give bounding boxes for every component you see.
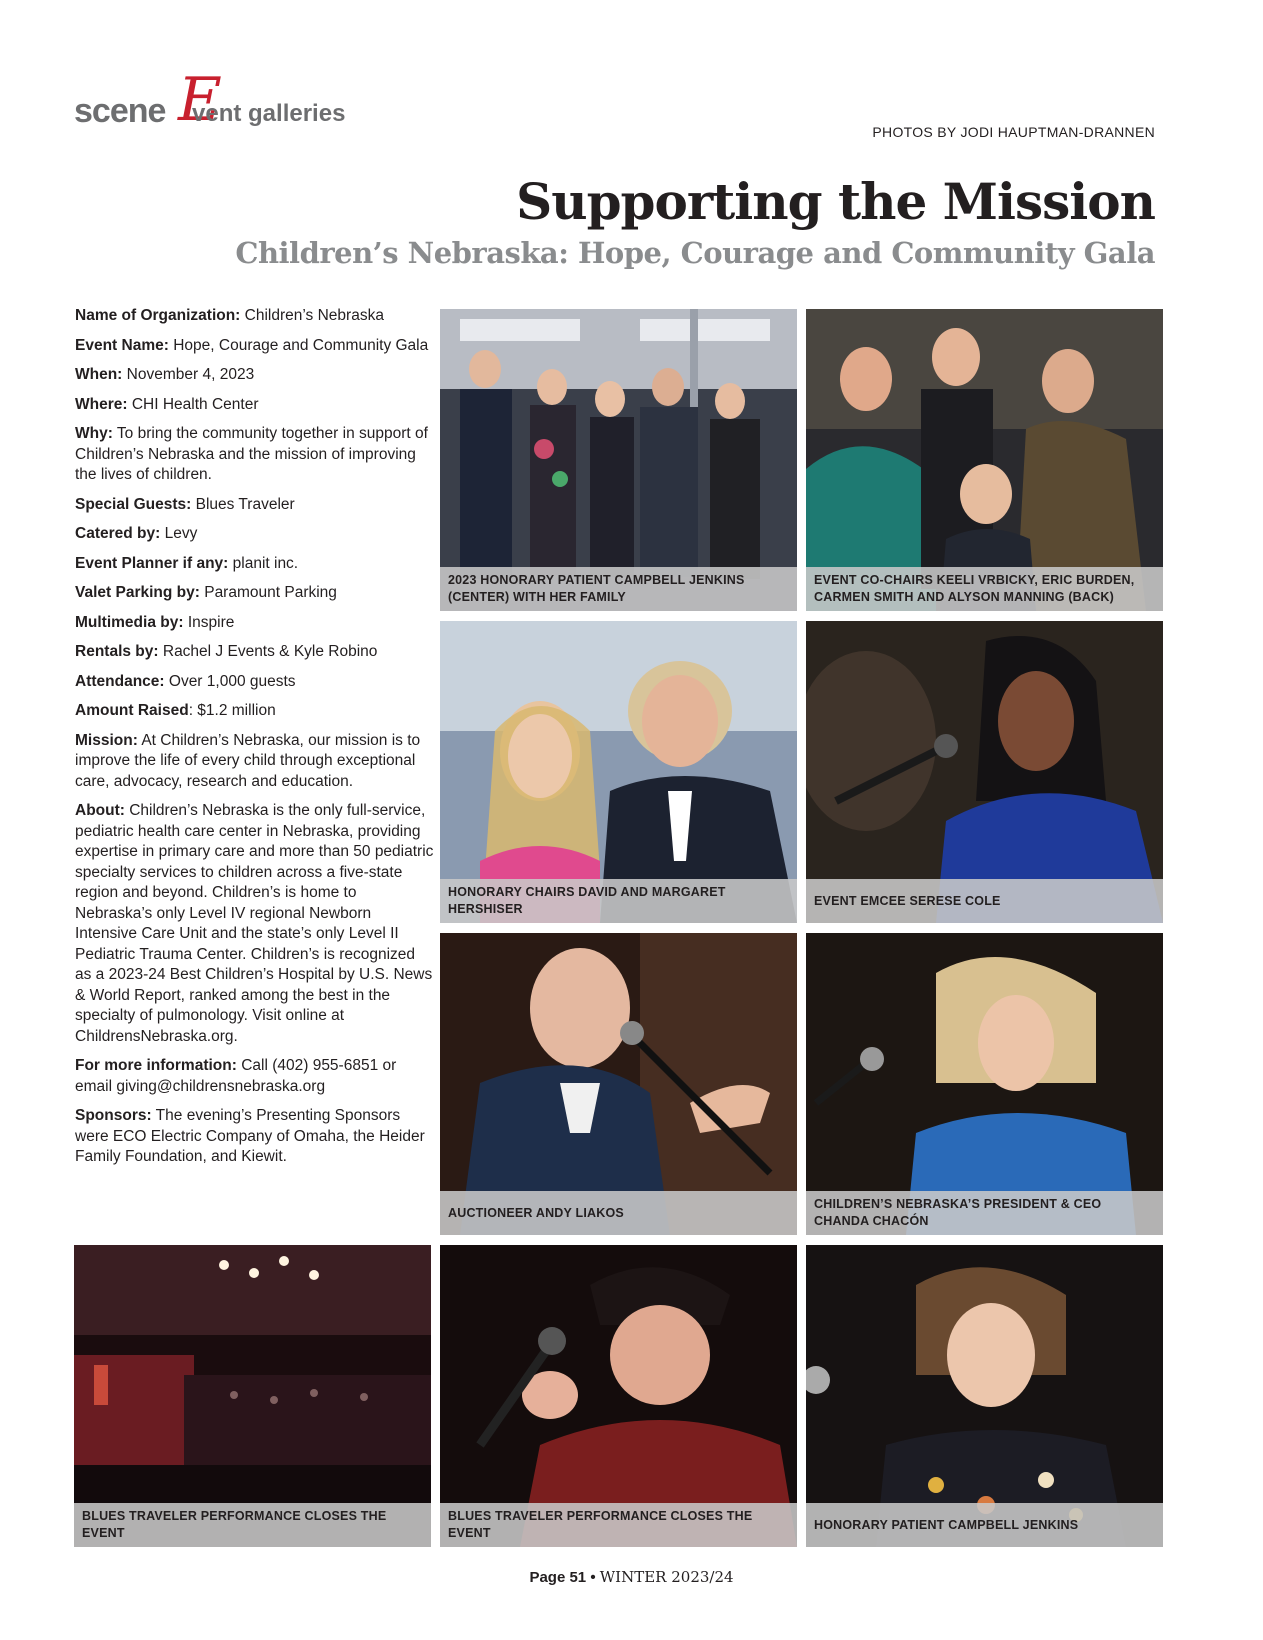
photo-credit: PHOTOS BY JODI HAUPTMAN-DRANNEN [872,124,1155,140]
photo-co-chairs-image [806,309,1163,611]
info-label: Multimedia by: [75,613,184,631]
photo-president-ceo-image [806,933,1163,1235]
info-label: Why: [75,425,113,442]
info-value: Call (402) 955-6851 or email giving@childrensnebraska.org [75,1057,397,1095]
info-label: Attendance: [75,672,165,690]
info-value: Rachel J Events & Kyle Robino [158,643,378,660]
info-value: November 4, 2023 [122,366,255,383]
info-value: Hope, Courage and Community Gala [168,336,429,354]
logo-e-mark: E [178,65,222,135]
photo-blues-traveler-stage [74,1245,431,1547]
info-value: To bring the community together in support of Children’s Nebraska and the mission of improving the lives of children. [75,425,428,483]
info-item [75,365,435,386]
page-footer [0,1568,1263,1586]
info-value: Levy [160,525,198,542]
info-value: Over 1,000 guests [164,672,296,690]
photo-president-ceo [806,933,1163,1235]
info-item [75,1056,435,1097]
info-value: Inspire [183,613,235,631]
logo-galleries-text: vent galleries [192,100,346,127]
photo-caption: EVENT CO-CHAIRS KEELI VRBICKY, ERIC BURDEN, CARMEN SMITH AND ALYSON MANNING (BACK) [806,567,1163,611]
photo-caption: AUCTIONEER ANDY LIAKOS [440,1191,797,1235]
photo-event-emcee [806,621,1163,923]
info-item [75,495,435,516]
scene-logo [74,65,364,148]
page-number: Page 51 [529,1569,587,1586]
photo-caption: CHILDREN’S NEBRASKA’S PRESIDENT & CEO CHANDA CHACÓN [806,1191,1163,1235]
info-value: planit inc. [228,554,299,572]
issue-season: WINTER 2023/24 [599,1568,734,1586]
photo-caption: BLUES TRAVELER PERFORMANCE CLOSES THE EVENT [74,1503,431,1547]
photo-auctioneer-image [440,933,797,1235]
info-label: Catered by: [75,525,161,542]
info-value: Paramount Parking [199,584,337,601]
photo-caption: HONORARY PATIENT CAMPBELL JENKINS [806,1503,1163,1547]
info-item [75,801,435,1047]
info-item [75,701,435,722]
info-item [75,554,435,575]
info-label: Event Name: [75,336,169,354]
info-value: The evening’s Presenting Sponsors were ECO Electric Company of Omaha, the Heider Family Foundation, and Kiewit. [75,1107,425,1165]
info-item [75,424,435,486]
photo-honorary-patient [806,1245,1163,1547]
photo-caption: 2023 HONORARY PATIENT CAMPBELL JENKINS (CENTER) WITH HER FAMILY [440,567,797,611]
photo-honorary-patient-image [806,1245,1163,1547]
info-label: Name of Organization: [75,307,241,324]
footer-bullet: • [586,1569,600,1586]
info-item [75,1106,435,1168]
info-label: When: [75,366,123,383]
info-value: Children’s Nebraska is the only full-service, pediatric health care center in Nebraska, providing expertise in primary care and more than 50 pediatric specialty services to children across a five-state region and beyond. Children’s is home to Nebraska’s only Level IV regional Newborn Intensive Care Unit and the state’s only Level II Pediatric Trauma Center. Children’s is recognized as a 2023-24 Best Children’s Hospital by U.S. News & World Report, ranked among the best in the specialty of pulmonology. Visit online at ChildrensNebraska.org. [75,802,434,1045]
info-label: Event Planner if any: [75,554,229,572]
photo-emcee-image [806,621,1163,923]
logo-scene-text: scene [74,92,166,130]
info-label: About: [75,802,125,819]
info-item [75,613,435,634]
photo-honorary-chairs-image [440,621,797,923]
info-label: Mission: [75,731,138,749]
info-item [75,336,435,357]
info-value: : $1.2 million [188,702,276,719]
info-item [75,731,435,793]
photo-singer-image [440,1245,797,1547]
info-item [75,524,435,545]
photo-stage-image [74,1245,431,1547]
info-value: Blues Traveler [191,495,295,513]
photo-honorary-chairs [440,621,797,923]
page-subtitle: Children’s Nebraska: Hope, Courage and Community Gala [235,236,1155,270]
event-info [75,306,435,1177]
info-item [75,583,435,604]
info-item [75,306,435,327]
info-label: For more information: [75,1057,237,1074]
info-item [75,395,435,416]
photo-blues-traveler-singer [440,1245,797,1547]
photo-caption: EVENT EMCEE SERESE COLE [806,879,1163,923]
info-label: Rentals by: [75,643,159,660]
photo-honorary-patient-family [440,309,797,611]
info-label: Special Guests: [75,495,192,513]
info-value: At Children’s Nebraska, our mission is to improve the life of every child through exceptional care, advocacy, research and education. [75,731,421,790]
info-item [75,642,435,663]
photo-family-image [440,309,797,611]
photo-auctioneer [440,933,797,1235]
page-title: Supporting the Mission [516,172,1155,231]
info-label: Amount Raised [75,702,189,719]
photo-event-co-chairs [806,309,1163,611]
photo-caption: HONORARY CHAIRS DAVID AND MARGARET HERSHISER [440,879,797,923]
info-label: Where: [75,395,128,413]
info-item [75,672,435,693]
info-label: Valet Parking by: [75,584,200,601]
info-value: Children’s Nebraska [240,307,384,324]
info-value: CHI Health Center [127,395,259,413]
info-label: Sponsors: [75,1107,152,1124]
photo-caption: BLUES TRAVELER PERFORMANCE CLOSES THE EVENT [440,1503,797,1547]
